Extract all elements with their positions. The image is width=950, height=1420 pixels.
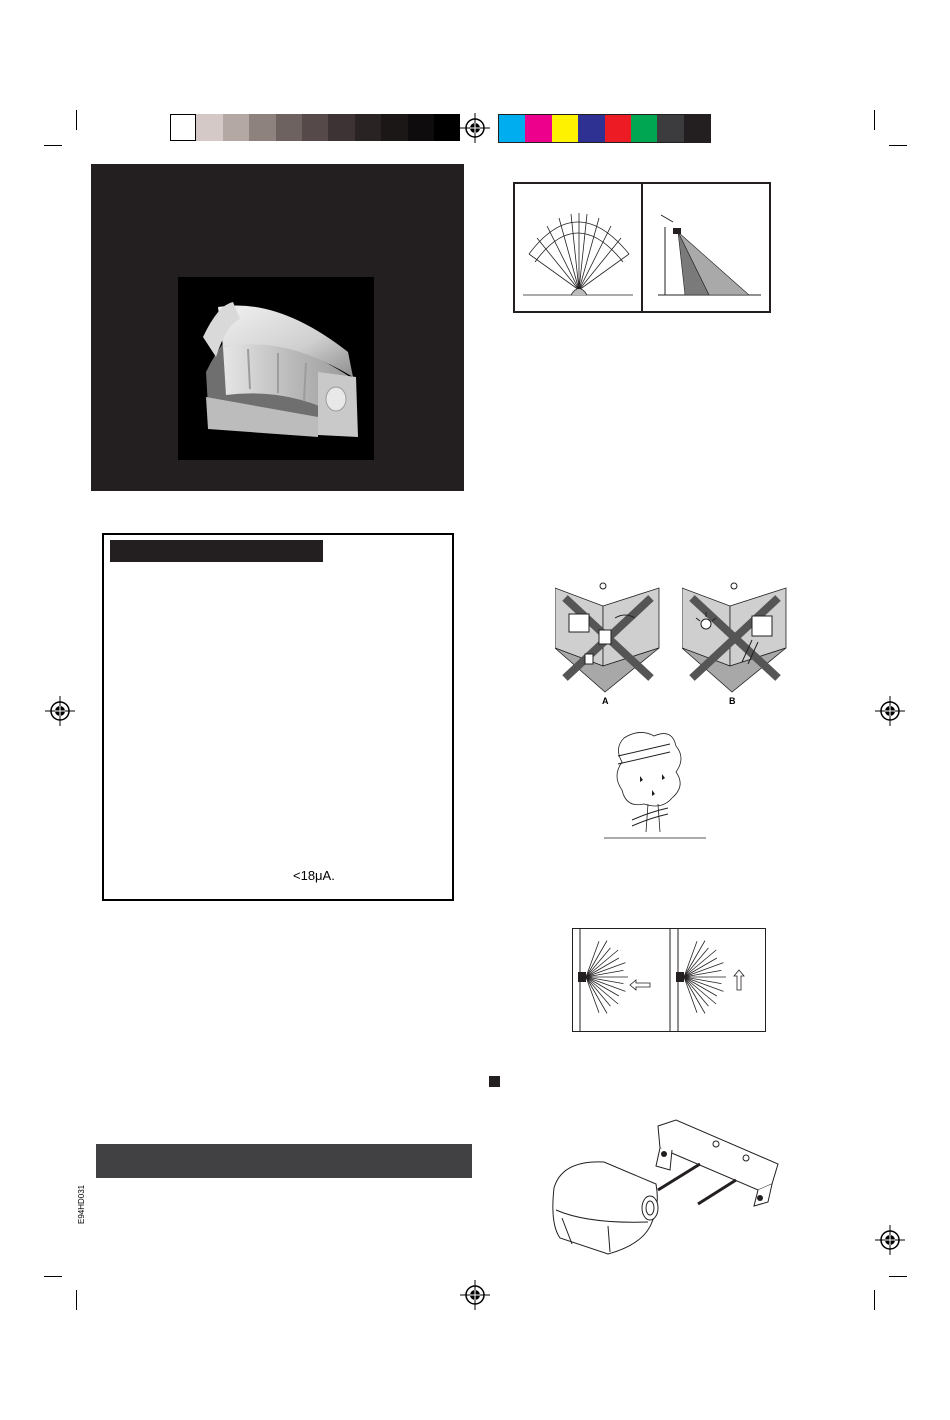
registration-mark-bottom-right-icon xyxy=(875,1225,905,1255)
movement-direction-diagram xyxy=(572,928,766,1032)
room-placement-diagram-a xyxy=(555,578,661,696)
crop-mark xyxy=(889,145,907,146)
crop-mark xyxy=(76,1290,77,1310)
color-calibration-bar-process xyxy=(498,114,711,143)
registration-mark-right-icon xyxy=(875,696,905,726)
crop-mark xyxy=(76,110,77,130)
crop-mark xyxy=(874,110,875,130)
registration-mark-top-icon xyxy=(460,113,490,143)
color-swatch xyxy=(499,115,525,142)
diagram-label-b: B xyxy=(729,696,736,706)
color-swatch xyxy=(381,114,407,141)
color-swatch xyxy=(302,114,328,141)
color-swatch xyxy=(276,114,302,141)
color-swatch xyxy=(631,115,657,142)
color-swatch xyxy=(525,115,551,142)
registration-mark-left-icon xyxy=(45,696,75,726)
motion-sensor-photo-icon xyxy=(178,277,374,460)
section-bullet-icon xyxy=(489,1076,500,1087)
crop-mark xyxy=(44,145,62,146)
color-swatch xyxy=(684,115,710,142)
specifications-box xyxy=(102,533,454,901)
current-consumption-value: <18μA. xyxy=(293,868,335,883)
product-photo-frame xyxy=(178,277,374,460)
crop-mark xyxy=(44,1276,62,1277)
product-hero-panel xyxy=(91,164,464,491)
diagram-label-a: A xyxy=(602,696,609,706)
detection-range-diagram xyxy=(513,182,771,313)
product-code: E94HD031 xyxy=(77,1184,86,1224)
section-heading-bar xyxy=(96,1144,472,1178)
color-swatch xyxy=(605,115,631,142)
color-swatch xyxy=(408,114,434,141)
color-calibration-bar-greys xyxy=(170,114,460,141)
color-swatch xyxy=(170,114,196,141)
crop-mark xyxy=(874,1290,875,1310)
mounting-bracket-illustration xyxy=(548,1114,784,1270)
color-swatch xyxy=(657,115,683,142)
room-placement-diagram-b xyxy=(682,578,788,696)
color-swatch xyxy=(578,115,604,142)
specifications-heading-bar xyxy=(110,540,323,562)
tree-warning-diagram xyxy=(604,728,706,842)
color-swatch xyxy=(328,114,354,141)
crop-mark xyxy=(889,1276,907,1277)
color-swatch xyxy=(196,114,222,141)
color-swatch xyxy=(355,114,381,141)
registration-mark-bottom-icon xyxy=(460,1280,490,1310)
color-swatch xyxy=(434,114,460,141)
color-swatch xyxy=(223,114,249,141)
color-swatch xyxy=(249,114,275,141)
color-swatch xyxy=(552,115,578,142)
